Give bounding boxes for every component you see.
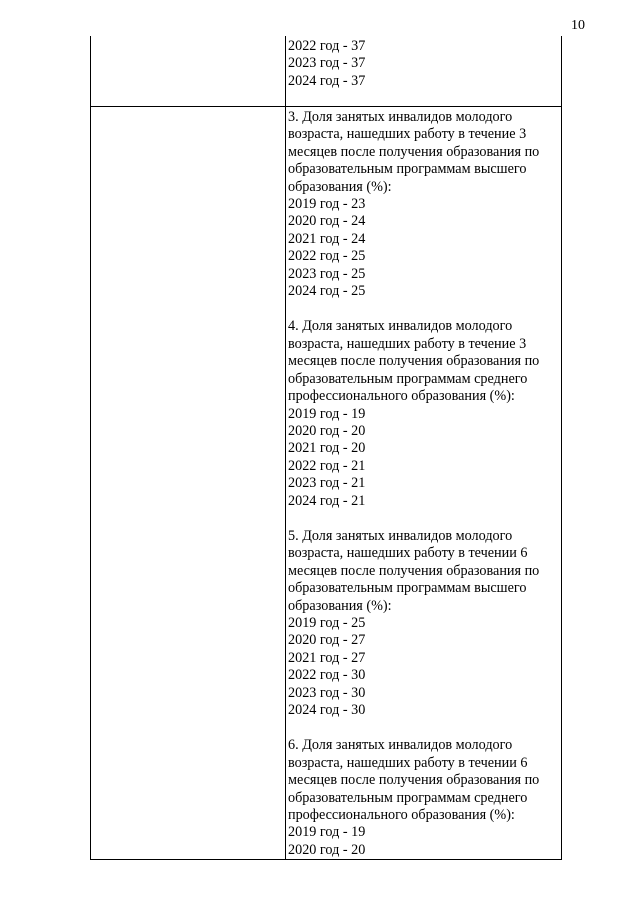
indicator-value-line: 2022 год - 21 (288, 457, 366, 474)
indicators-cell (288, 109, 560, 859)
indicator-title-line: месяцев после получения образования по (288, 353, 540, 370)
indicator-value-line: 2019 год - 23 (288, 196, 366, 213)
indicator-block (288, 318, 560, 509)
indicator-value-line: 2021 год - 20 (288, 440, 366, 457)
target-value-line: 2023 год - 37 (288, 55, 366, 72)
indicator-value-line: 2023 год - 21 (288, 475, 366, 492)
indicator-title-line: 3. Доля занятых инвалидов молодого (288, 109, 513, 125)
indicator-value-line: 2022 год - 25 (288, 248, 366, 265)
indicator-value-line: 2020 год - 27 (288, 632, 366, 649)
indicator-value-line: 2020 год - 20 (288, 841, 366, 858)
indicator-value-line: 2021 год - 27 (288, 649, 366, 666)
indicator-value-line: 2019 год - 19 (288, 824, 366, 841)
indicator-title-line: образовательным программам высшего (288, 161, 527, 178)
indicator-title-line: 5. Доля занятых инвалидов молодого (288, 527, 513, 544)
indicator-title-line: 4. Доля занятых инвалидов молодого (288, 318, 513, 335)
indicator-block (288, 528, 560, 719)
indicator-value-line: 2023 год - 25 (288, 265, 366, 282)
indicator-title-line: месяцев после получения образования по (288, 772, 540, 789)
indicator-title-line: образовательным программам высшего (288, 580, 527, 597)
indicator-value-line: 2019 год - 25 (288, 614, 366, 631)
indicator-title-line: образования (%): (288, 178, 392, 195)
indicator-value-line: 2021 год - 24 (288, 230, 366, 247)
target-value-line: 2022 год - 37 (288, 38, 366, 54)
indicator-value-line: 2024 год - 21 (288, 492, 366, 509)
indicator-title-line: 6. Доля занятых инвалидов молодого (288, 737, 513, 754)
indicator-value-line: 2023 год - 30 (288, 684, 366, 701)
continued-targets-cell (288, 38, 560, 90)
indicator-title-line: месяцев после получения образования по (288, 562, 540, 579)
indicator-value-line: 2024 год - 25 (288, 283, 366, 300)
indicator-value-line: 2022 год - 30 (288, 667, 366, 684)
indicator-value-line: 2020 год - 24 (288, 213, 366, 230)
target-value-line: 2024 год - 37 (288, 72, 366, 89)
indicator-block (288, 109, 560, 300)
paragraph-gap (288, 300, 560, 318)
indicator-title-line: возраста, нашедших работу в течение 3 (288, 335, 527, 352)
indicator-title-line: месяцев после получения образования по (288, 143, 540, 160)
indicator-title-line: образовательным программам среднего (288, 370, 528, 387)
indicator-title-line: возраста, нашедших работу в течении 6 (288, 545, 528, 562)
indicator-value-line: 2024 год - 30 (288, 702, 366, 718)
indicator-title-line: профессионального образования (%): (288, 388, 515, 405)
indicator-title-line: возраста, нашедших работу в течение 3 (288, 126, 527, 143)
indicator-value-line: 2019 год - 19 (288, 405, 366, 422)
indicator-title-line: профессионального образования (%): (288, 807, 515, 824)
paragraph-gap (288, 719, 560, 737)
paragraph-gap (288, 510, 560, 528)
indicator-title-line: образования (%): (288, 597, 392, 614)
indicators-table (90, 36, 562, 860)
indicator-title-line: возраста, нашедших работу в течении 6 (288, 754, 528, 771)
page-number: 10 (571, 18, 585, 33)
indicator-title-line: образовательным программам среднего (288, 789, 528, 806)
row-divider (91, 106, 561, 107)
indicator-block (288, 737, 560, 859)
column-divider (285, 36, 286, 859)
indicator-value-line: 2020 год - 20 (288, 422, 366, 439)
